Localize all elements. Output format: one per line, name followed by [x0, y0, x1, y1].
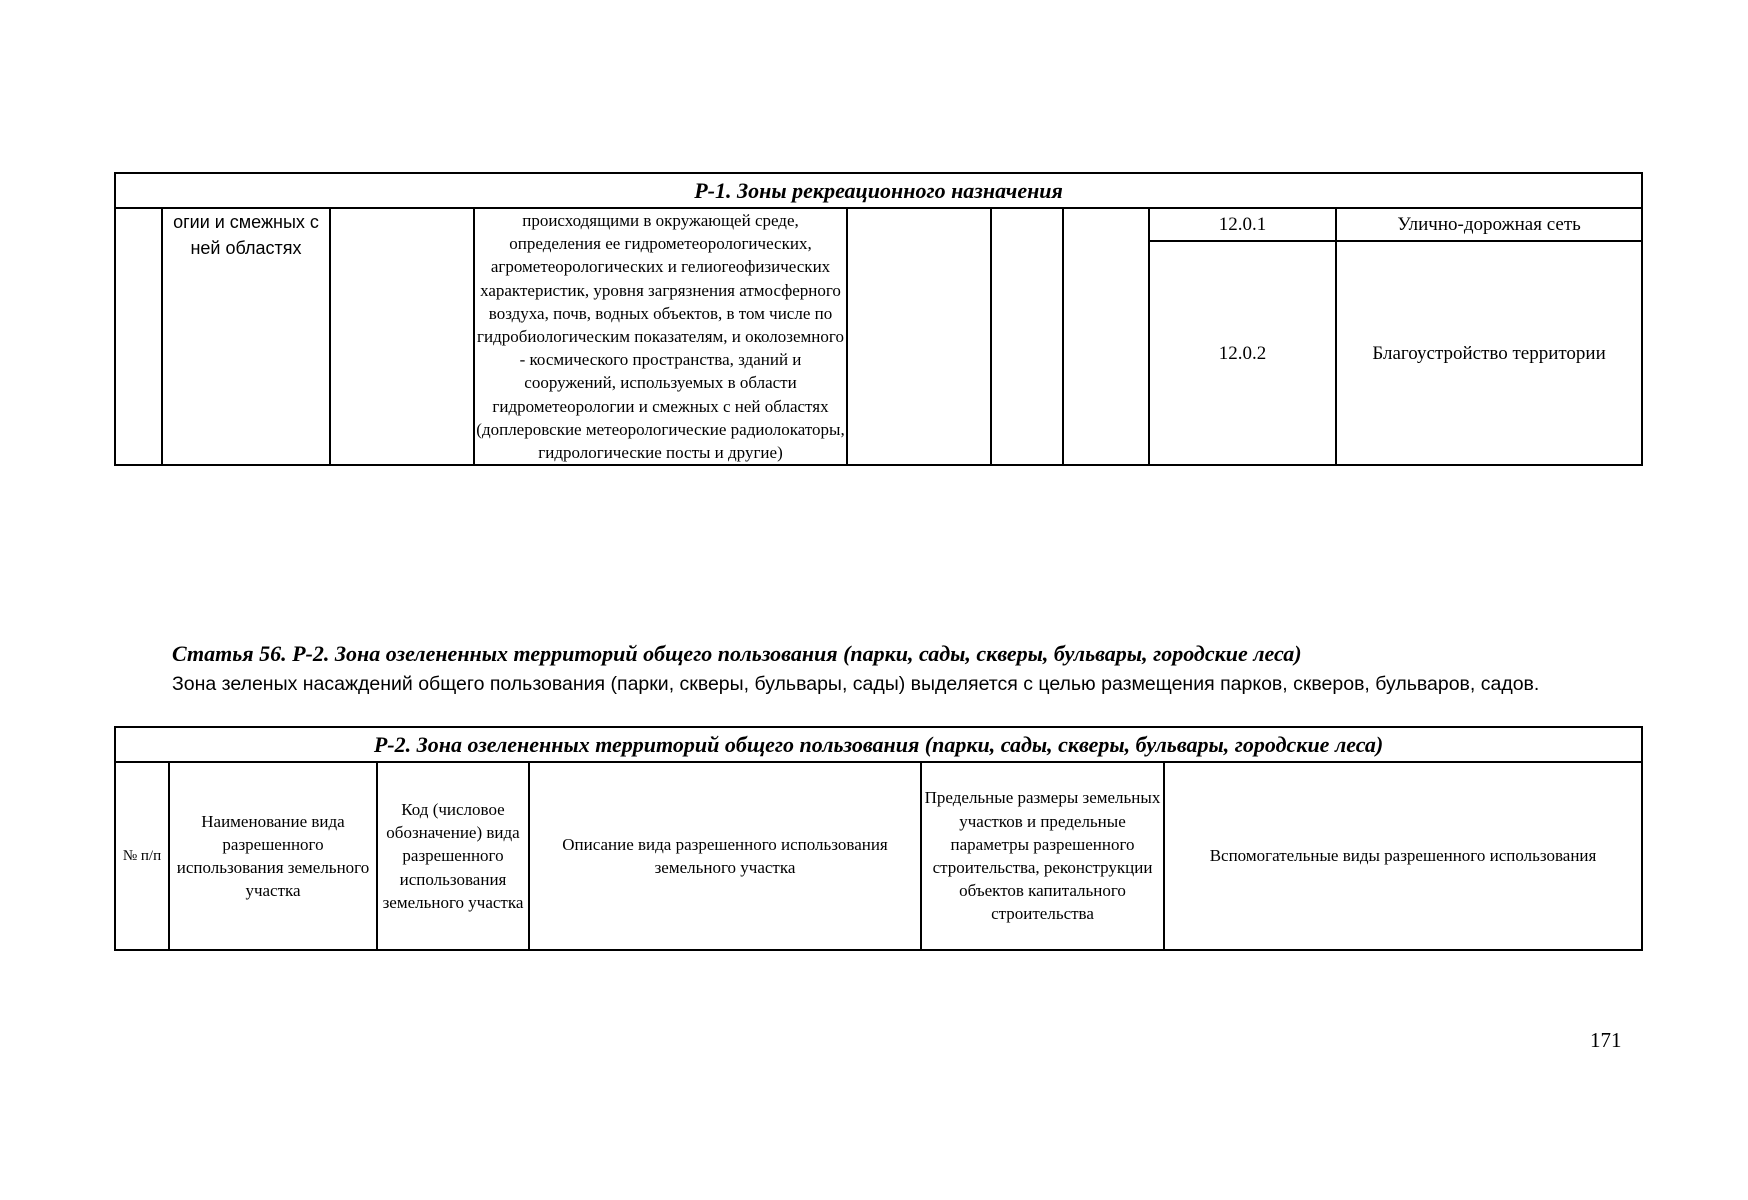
table-r1	[114, 172, 1643, 466]
header-description: Описание вида разрешенного использования земельного участка	[529, 762, 921, 950]
table-r1-title: Р-1. Зоны рекреационного назначения	[115, 173, 1642, 208]
header-limits: Предельные размеры земельных участков и предельные параметры разрешенного строительства, реконструкции объектов капитального строительства	[921, 762, 1164, 950]
header-aux: Вспомогательные виды разрешенного использования	[1164, 762, 1642, 950]
header-name: Наименование вида разрешенного использования земельного участка	[169, 762, 377, 950]
page-number: 171	[1590, 1028, 1622, 1052]
cell-name: огии и смежных с ней областях	[162, 208, 330, 465]
cell-limits-b	[991, 208, 1063, 465]
section-paragraph: Зона зеленых насаждений общего пользования (парки, скверы, бульвары, сады) выделяется с целью размещения парков, скверов, бульваров, садов.	[172, 673, 1540, 695]
cell-code	[330, 208, 474, 465]
aux-name-1: Улично-дорожная сеть	[1336, 208, 1642, 241]
table-r2	[114, 726, 1643, 951]
header-code: Код (числовое обозначение) вида разрешенного использования земельного участка	[377, 762, 529, 950]
section-heading: Статья 56. Р-2. Зона озелененных территорий общего пользования (парки, сады, скверы, бульвары, городские леса)	[172, 641, 1302, 666]
aux-code-1: 12.0.1	[1149, 208, 1336, 241]
header-num: № п/п	[115, 762, 169, 950]
aux-name-2: Благоустройство территории	[1336, 241, 1642, 465]
cell-description: происходящими в окружающей среде, определения ее гидрометеорологических, агрометеорологических и гелиогеофизических характеристик, уровня загрязнения атмосферного воздуха, почв, водных объектов, в том числе по гидробиологическим показателям, и околоземного - космического пространства, зданий и сооружений, используемых в области гидрометеорологии и смежных с ней областях (доплеровские метеорологические радиолокаторы, гидрологические посты и другие)	[474, 208, 847, 465]
table-r2-title: Р-2. Зона озелененных территорий общего пользования (парки, сады, скверы, бульвары, городские леса)	[115, 727, 1642, 762]
cell-limits-c	[1063, 208, 1149, 465]
aux-code-2: 12.0.2	[1149, 241, 1336, 465]
cell-num	[115, 208, 162, 465]
cell-limits-a	[847, 208, 991, 465]
